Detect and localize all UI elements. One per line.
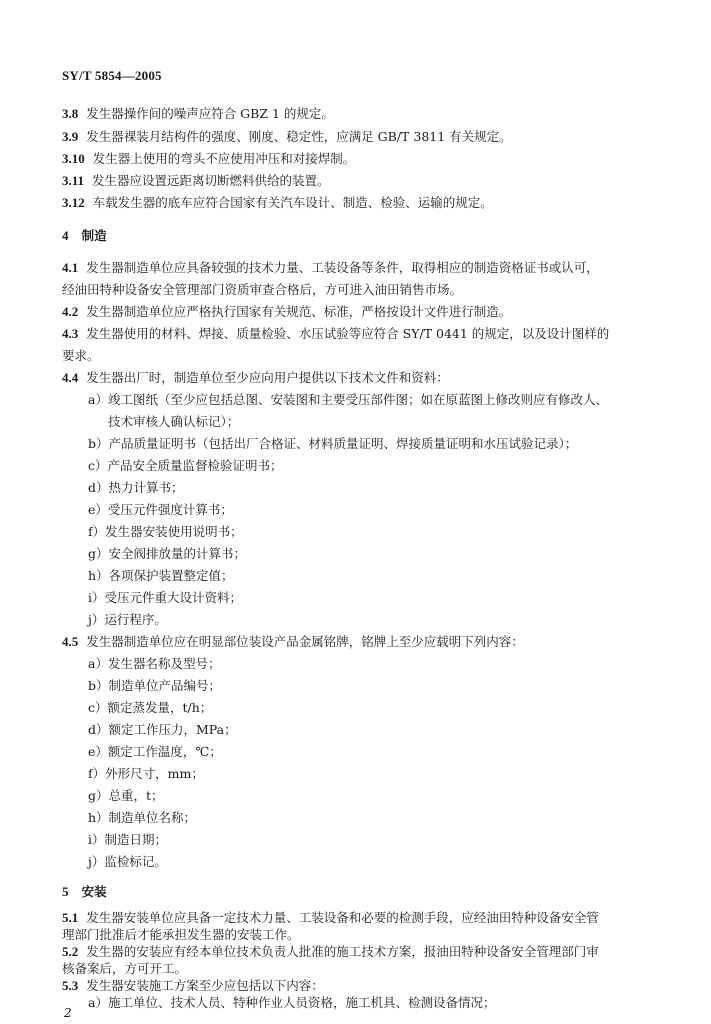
section-4-heading: 4 制造 xyxy=(62,228,107,243)
list-item-4-4-h: h）各项保护装置整定值； xyxy=(88,568,234,583)
list-item-4-5-e: e）额定工作温度，℃； xyxy=(88,744,222,759)
standard-code-header: SY/T 5854—2005 xyxy=(62,68,162,83)
clause-5-3: 5.3 发生器安装施工方案至少应包括以下内容： xyxy=(62,978,324,993)
list-item-4-5-f: f）外形尺寸，mm； xyxy=(88,766,204,781)
page-number: 2 xyxy=(64,1006,72,1020)
clause-3-9: 3.9 发生器裸装月结构件的强度、刚度、稳定性，应满足 GB/T 3811 有关规定。 xyxy=(62,129,512,144)
section-5-heading: 5 安装 xyxy=(62,884,107,899)
clause-3-8: 3.8 发生器操作间的噪声应符合 GBZ 1 的规定。 xyxy=(62,106,334,121)
clause-3-10: 3.10 发生器上使用的弯头不应使用冲压和对接焊制。 xyxy=(62,151,356,166)
clause-4-3: 4.3 发生器使用的材料、焊接、质量检验、水压试验等应符合 SY/T 0441 的规定，以及设计图样的 xyxy=(62,326,610,341)
clause-3-12: 3.12 车载发生器的底车应符合国家有关汽车设计、制造、检验、运输的规定。 xyxy=(62,195,493,210)
list-item-4-4-a-cont: 技术审核人确认标记）； xyxy=(108,414,240,429)
clause-4-4: 4.4 发生器出厂时，制造单位至少应向用户提供以下技术文件和资料： xyxy=(62,370,449,385)
list-item-4-5-j: j）监检标记。 xyxy=(88,854,167,869)
list-item-4-4-c: c）产品安全质量监督检验证明书； xyxy=(88,458,283,473)
list-item-4-5-a: a）发生器名称及型号； xyxy=(88,656,221,671)
clause-4-5: 4.5 发生器制造单位应在明显部位装设产品金属铭牌，铭牌上至少应载明下列内容： xyxy=(62,634,524,649)
clause-5-1: 5.1 发生器安装单位应具备一定技术力量、工装设备和必要的检测手段，应经油田特种设备安全管 xyxy=(62,910,599,925)
list-item-4-5-b: b）制造单位产品编号； xyxy=(88,678,222,693)
list-item-4-5-i: i）制造日期； xyxy=(88,832,167,847)
list-item-4-5-d: d）额定工作压力，MPa； xyxy=(88,722,237,737)
clause-4-3-cont: 要求。 xyxy=(62,348,100,363)
list-item-4-4-a: a）竣工图纸（至少应包括总图、安装图和主要受压部件图；如在原蓝图上修改则应有修改人、 xyxy=(88,392,608,407)
clause-3-11: 3.11 发生器应设置远距离切断燃料供给的装置。 xyxy=(62,173,330,188)
list-item-4-4-j: j）运行程序。 xyxy=(88,612,167,627)
list-item-4-4-d: d）热力计算书； xyxy=(88,480,184,495)
list-item-4-5-g: g）总重，t； xyxy=(88,788,164,803)
list-item-4-4-i: i）受压元件重大设计资料； xyxy=(88,590,242,605)
list-item-4-5-c: c）额定蒸发量，t/h； xyxy=(88,700,213,715)
list-item-4-4-e: e）受压元件强度计算书； xyxy=(88,502,233,517)
clause-4-2: 4.2 发生器制造单位应严格执行国家有关规范、标准，严格按设计文件进行制造。 xyxy=(62,304,512,319)
list-item-4-4-b: b）产品质量证明书（包括出厂合格证、材料质量证明、焊接质量证明和水压试验记录）； xyxy=(88,436,578,451)
list-item-5-3-a: a）施工单位、技术人员、特种作业人员资格，施工机具、检测设备情况； xyxy=(88,995,496,1010)
clause-5-2: 5.2 发生器的安装应有经本单位技术负责人批准的施工技术方案，报油田特种设备安全管理部门审 xyxy=(62,944,599,959)
list-item-4-4-f: f）发生器安装使用说明书； xyxy=(88,524,243,539)
clause-5-2-cont: 核备案后，方可开工。 xyxy=(62,961,188,976)
list-item-4-4-g: g）安全阀排放量的计算书； xyxy=(88,546,247,561)
list-item-4-5-h: h）制造单位名称； xyxy=(88,810,197,825)
clause-4-1-cont: 经油田特种设备安全管理部门资质审查合格后，方可进入油田销售市场。 xyxy=(62,282,463,297)
clause-5-1-cont: 理部门批准后才能承担发生器的安装工作。 xyxy=(62,927,300,942)
clause-4-1: 4.1 发生器制造单位应具备较强的技术力量、工装设备等条件，取得相应的制造资格证书或认可， xyxy=(62,260,599,275)
